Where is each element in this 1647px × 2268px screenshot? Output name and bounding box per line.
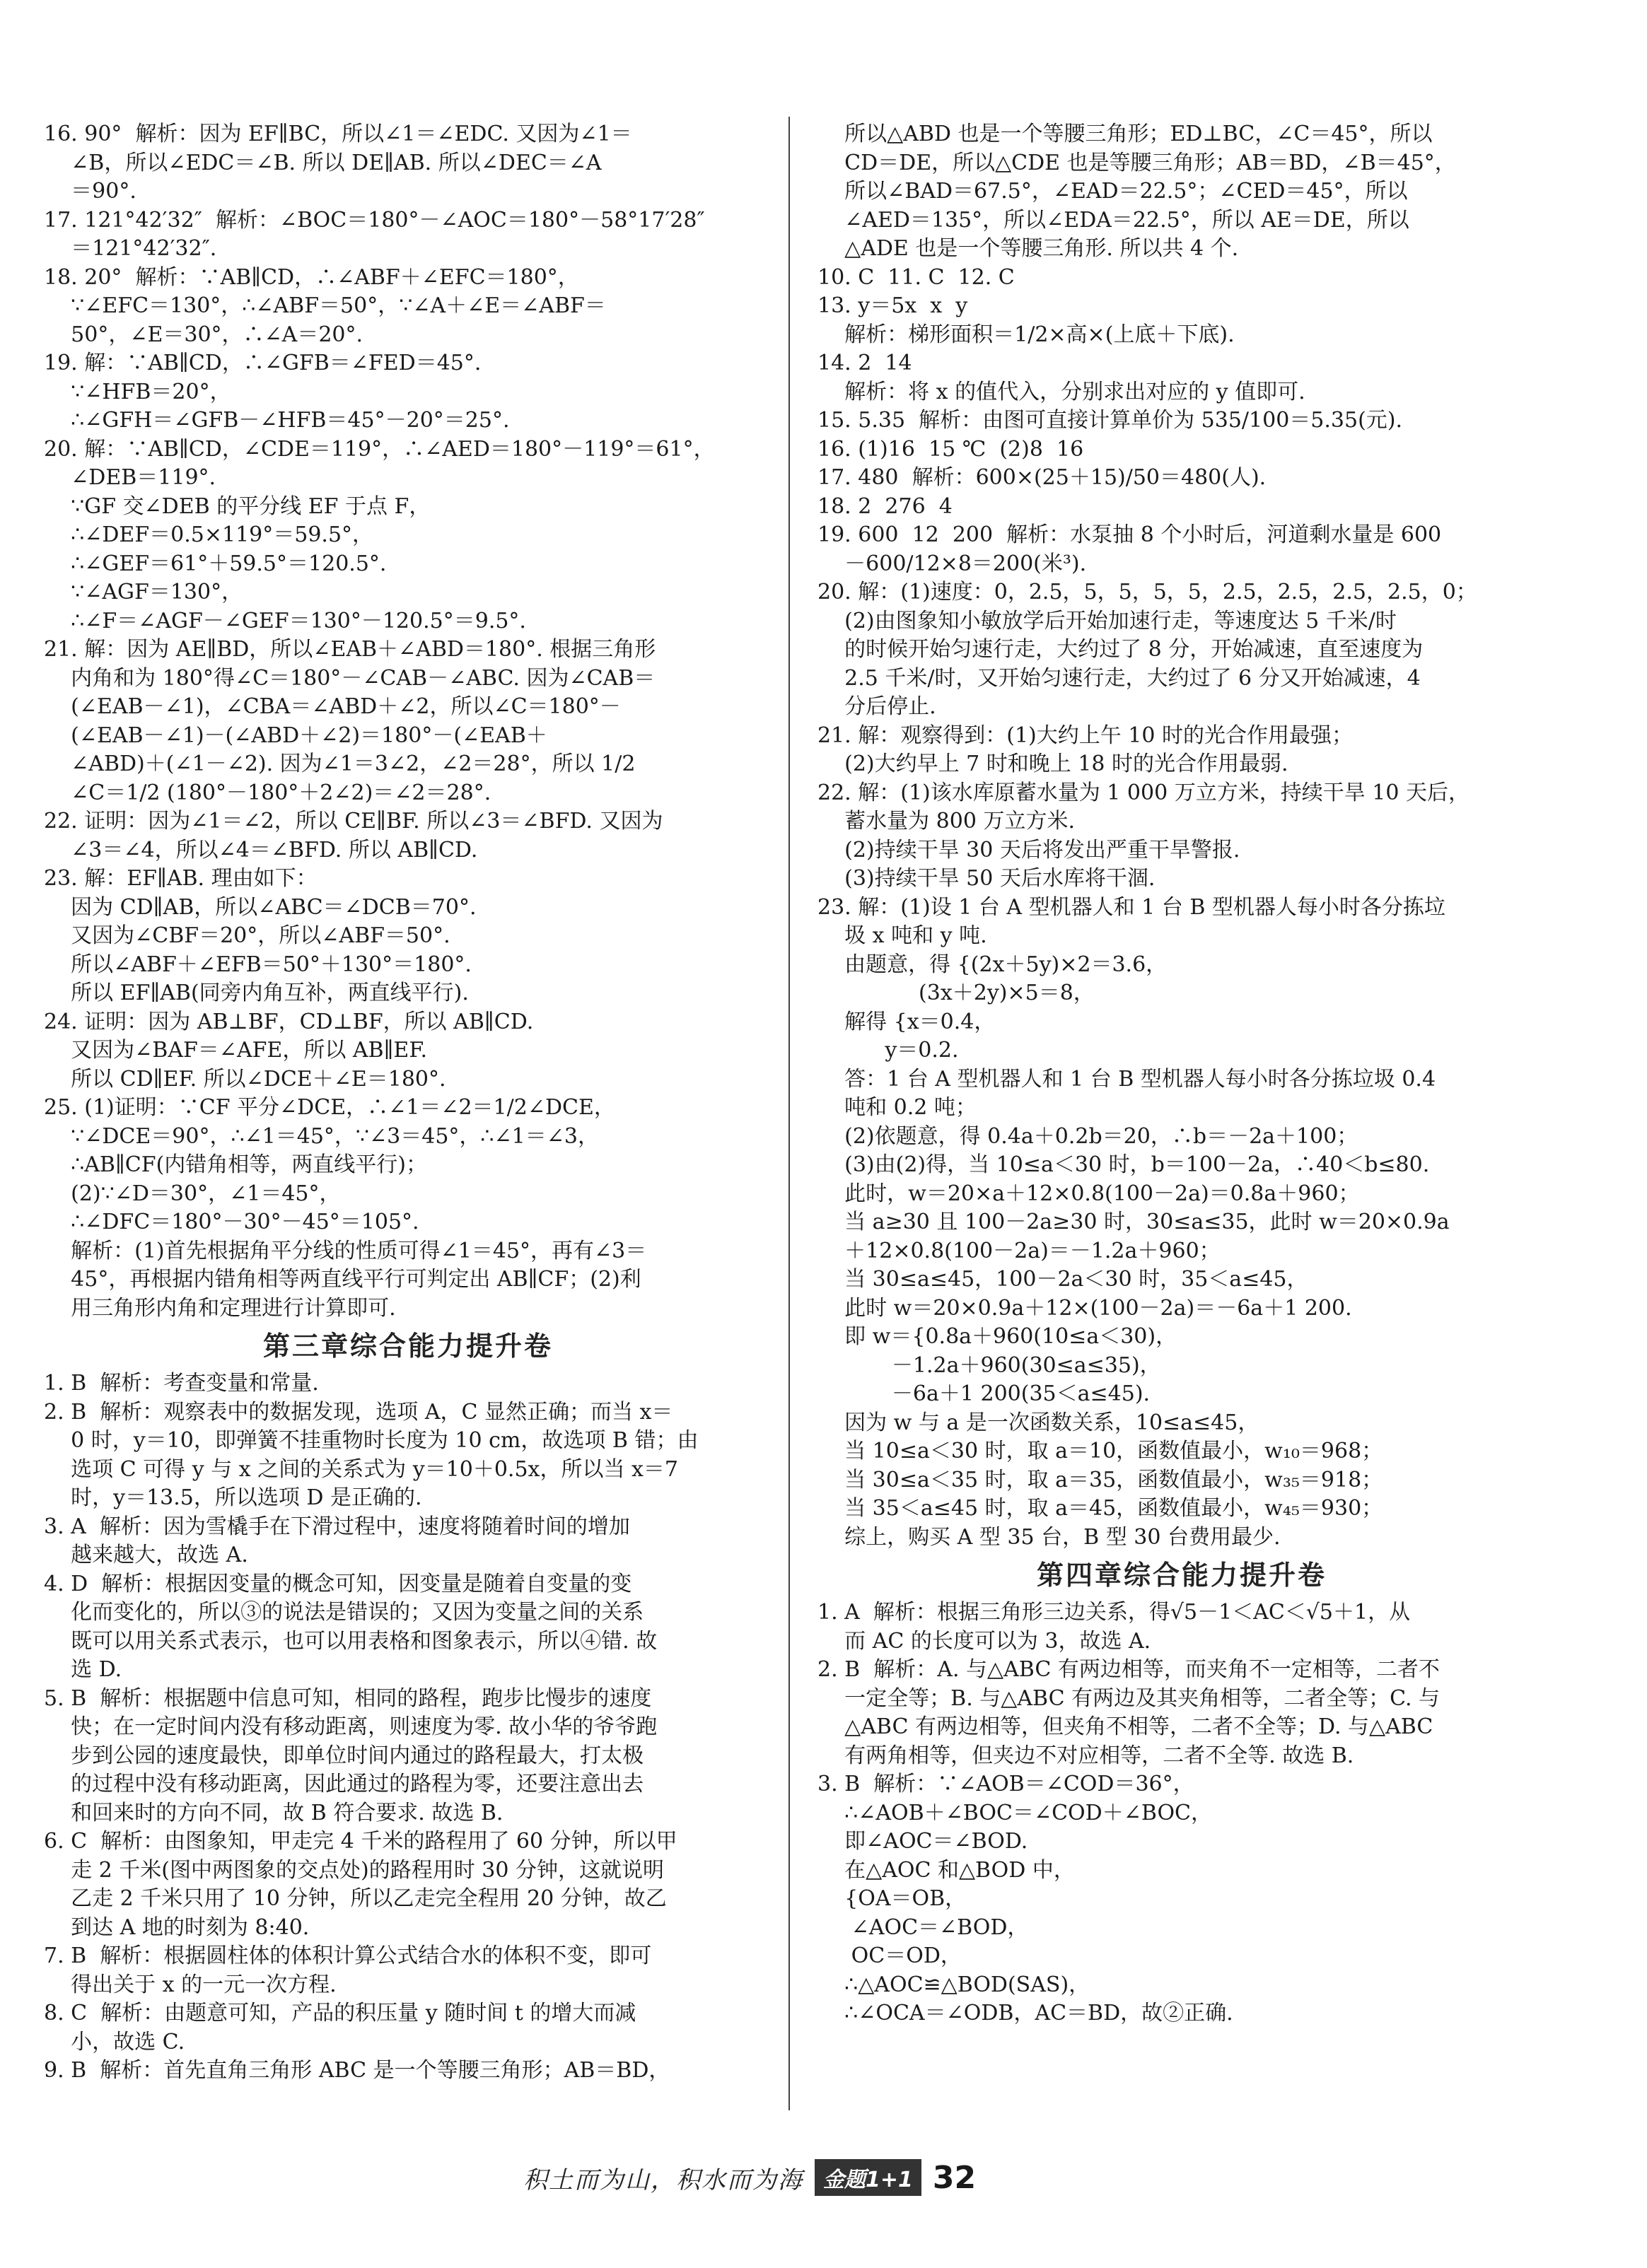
answer-line: 25. (1)证明：∵CF 平分∠DCE，∴∠1＝∠2＝1/2∠DCE， (44, 1095, 615, 1120)
footer-motto: 积土而为山，积水而为海 (523, 2165, 803, 2194)
answer-line: 一定全等；B. 与△ABC 有两边及其夹角相等，二者全等；C. 与 (817, 1685, 1441, 1711)
answer-line: ∴△AOC≌△BOD(SAS)， (817, 1972, 1090, 1997)
right-column (817, 120, 1546, 2028)
answer-line: ∵∠AGF＝130°， (44, 580, 243, 604)
answer-line: 因为 w 与 a 是一次函数关系，10≤a≤45， (817, 1410, 1259, 1435)
answer-line: 由题意，得 {(2x＋5y)×2＝3.6， (817, 952, 1168, 977)
answer-line: ∵GF 交∠DEB 的平分线 EF 于点 F， (44, 493, 431, 519)
answer-line: OC＝OD， (817, 1943, 962, 1968)
answer-line: 吨和 0.2 吨； (817, 1095, 977, 1120)
answer-line: 16. 90° 解析：因为 EF∥BC，所以∠1＝∠EDC. 又因为∠1＝ (44, 122, 632, 146)
answer-line: 到达 A 地的时刻为 8:40. (44, 1915, 310, 1940)
answer-line: 而 AC 的长度可以为 3，故选 A. (817, 1628, 1151, 1654)
answer-line: 解得 {x＝0.4， (817, 1009, 996, 1034)
answer-line: (2)依题意，得 0.4a＋0.2b＝20，∴b＝－2a＋100； (817, 1123, 1358, 1149)
answer-line: 7. B 解析：根据圆柱体的体积计算公式结合水的体积不变，即可 (44, 1943, 652, 1968)
answer-line: 此时，w＝20×a＋12×0.8(100－2a)＝0.8a＋960； (817, 1181, 1360, 1206)
answer-line: 越来越大，故选 A. (44, 1543, 248, 1567)
answer-line: 时，y＝13.5，所以选项 D 是正确的. (44, 1485, 422, 1510)
section-heading: 第三章综合能力提升卷 (262, 1331, 553, 1362)
answer-line: (2)持续干旱 30 天后将发出严重干旱警报. (817, 837, 1240, 863)
answer-line: 20. 解：∵AB∥CD，∠CDE＝119°，∴∠AED＝180°－119°＝61°， (44, 436, 715, 462)
answer-line: 21. 解：因为 AE∥BD，所以∠EAB＋∠ABD＝180°. 根据三角形 (44, 637, 656, 662)
answer-line: ＋12×0.8(100－2a)＝－1.2a＋960； (817, 1238, 1221, 1263)
answer-line: 的过程中没有移动距离，因此通过的路程为零，还要注意出去 (44, 1772, 644, 1796)
answer-line: 当 10≤a＜30 时，取 a＝10，函数值最小，w₁₀＝968； (817, 1439, 1383, 1463)
answer-line: 2.5 千米/时，又开始匀速行走，大约过了 6 分又开始减速，4 (817, 665, 1421, 691)
answer-line: 2. B 解析：观察表中的数据发现，选项 A，C 显然正确；而当 x＝ (44, 1399, 673, 1425)
answer-line: ∠ABD)＋(∠1－∠2). 因为∠1＝3∠2，∠2＝28°，所以 1/2 (44, 752, 636, 776)
answer-line: ∵∠EFC＝130°，∴∠ABF＝50°，∵∠A＋∠E＝∠ABF＝ (44, 293, 606, 318)
left-column (44, 120, 772, 2086)
answer-line: 走 2 千米(图中两图象的交点处)的路程用时 30 分钟，这就说明 (44, 1857, 664, 1883)
answer-line: 23. 解：EF∥AB. 理由如下： (44, 866, 318, 891)
answer-line: 即 w＝{0.8a＋960(10≤a＜30)， (817, 1324, 1177, 1349)
answer-line: 又因为∠CBF＝20°，所以∠ABF＝50°. (44, 923, 450, 948)
answer-line: 综上，购买 A 型 35 台，B 型 30 台费用最少. (817, 1524, 1281, 1550)
answer-line: CD＝DE，所以△CDE 也是等腰三角形；AB＝BD，∠B＝45°， (817, 150, 1456, 175)
answer-line: 14. 2 14 (817, 351, 912, 375)
page-footer (523, 2156, 976, 2199)
answer-line: 21. 解：观察得到：(1)大约上午 10 时的光合作用最强； (817, 723, 1353, 748)
answer-line: 20. 解：(1)速度：0，2.5，5，5，5，5，2.5，2.5，2.5，2.5，0； (817, 580, 1477, 604)
answer-line: 所以△ABD 也是一个等腰三角形；ED⊥BC，∠C＝45°，所以 (817, 122, 1433, 146)
answer-line: 的时候开始匀速行走，大约过了 8 分，开始减速，直至速度为 (817, 637, 1424, 662)
answer-line: 50°，∠E＝30°，∴∠A＝20°. (44, 322, 363, 347)
answer-line: 得出关于 x 的一元一次方程. (44, 1972, 337, 1997)
answer-line: 2. B 解析：A. 与△ABC 有两边相等，而夹角不一定相等，二者不 (817, 1657, 1440, 1682)
answer-line: 当 30≤a＜35 时，取 a＝35，函数值最小，w₃₅＝918； (817, 1467, 1383, 1492)
answer-line: 有两角相等，但夹边不对应相等，二者不全等. 故选 B. (817, 1743, 1354, 1768)
answer-line: (∠EAB－∠1)－(∠ABD＋∠2)＝180°－(∠EAB＋ (44, 723, 547, 748)
answer-line: 又因为∠BAF＝∠AFE，所以 AB∥EF. (44, 1038, 428, 1063)
answer-line: {OA＝OB， (817, 1886, 967, 1911)
answer-line: 答：1 台 A 型机器人和 1 台 B 型机器人每小时各分拣垃圾 0.4 (817, 1066, 1436, 1092)
answer-line: 分后停止. (817, 694, 936, 719)
answer-line: (2)由图象知小敏放学后开始加速行走，等速度达 5 千米/时 (817, 608, 1397, 633)
answer-line: 当 30≤a≤45，100－2a＜30 时，35＜a≤45， (817, 1267, 1308, 1292)
answer-line: 当 a≥30 且 100－2a≥30 时，30≤a≤35，此时 w＝20×0.9a (817, 1210, 1450, 1234)
answer-line: 用三角形内角和定理进行计算即可. (44, 1295, 396, 1321)
answer-line: (3)由(2)得，当 10≤a＜30 时，b＝100－2a，∴40＜b≤80. (817, 1152, 1430, 1177)
answer-line: 5. B 解析：根据题中信息可知，相同的路程，跑步比慢步的速度 (44, 1685, 652, 1711)
answer-line: (∠EAB－∠1)，∠CBA＝∠ABD＋∠2，所以∠C＝180°－ (44, 694, 621, 719)
answer-line: (2)∵∠D＝30°，∠1＝45°， (44, 1181, 341, 1206)
answer-line: 所以∠BAD＝67.5°，∠EAD＝22.5°；∠CED＝45°，所以 (817, 179, 1408, 204)
answer-line: ∴∠F＝∠AGF－∠GEF＝130°－120.5°＝9.5°. (44, 608, 526, 633)
answer-line: 和回来时的方向不同，故 B 符合要求. 故选 B. (44, 1800, 504, 1825)
answer-line: 所以 EF∥AB(同旁内角互补，两直线平行). (44, 981, 469, 1005)
brand-logo: 金题1+1 (815, 2159, 921, 2196)
column-divider (788, 117, 790, 2110)
answer-line: 4. D 解析：根据因变量的概念可知，因变量是随着自变量的变 (44, 1571, 632, 1596)
answer-line: 45°，再根据内错角相等两直线平行可判定出 AB∥CF；(2)利 (44, 1267, 641, 1292)
answer-line: 17. 480 解析：600×(25＋15)/50＝480(人). (817, 465, 1267, 490)
answer-line: ∠AOC＝∠BOD， (817, 1915, 1029, 1940)
answer-line: 3. B 解析：∵∠AOB＝∠COD＝36°， (817, 1772, 1194, 1796)
answer-line: 8. C 解析：由题意可知，产品的积压量 y 随时间 t 的增大而减 (44, 2001, 636, 2026)
answer-line: 所以 CD∥EF. 所以∠DCE＋∠E＝180°. (44, 1066, 446, 1092)
answer-line: 13. y＝5x x y (817, 293, 968, 318)
answer-line: ∴AB∥CF(内错角相等，两直线平行)； (44, 1152, 427, 1177)
answer-line: 18. 20° 解析：∵AB∥CD，∴∠ABF＋∠EFC＝180°， (44, 264, 579, 290)
answer-line: 解析：将 x 的值代入，分别求出对应的 y 值即可. (817, 379, 1305, 404)
answer-line: 解析：(1)首先根据角平分线的性质可得∠1＝45°，再有∠3＝ (44, 1238, 647, 1263)
answer-line: ∠B，所以∠EDC＝∠B. 所以 DE∥AB. 所以∠DEC＝∠A (44, 150, 602, 175)
answer-line: 23. 解：(1)设 1 台 A 型机器人和 1 台 B 型机器人每小时各分拣垃 (817, 894, 1445, 920)
section-heading: 第四章综合能力提升卷 (1036, 1560, 1327, 1591)
answer-line: ＝90°. (44, 179, 136, 204)
answer-line: 3. A 解析：因为雪橇手在下滑过程中，速度将随着时间的增加 (44, 1514, 630, 1539)
answer-line: 10. C 11. C 12. C (817, 264, 1015, 290)
answer-line: 18. 2 276 4 (817, 493, 953, 519)
answer-line: 24. 证明：因为 AB⊥BF，CD⊥BF，所以 AB∥CD. (44, 1009, 534, 1034)
answer-line: 即∠AOC＝∠BOD. (817, 1829, 1028, 1854)
answer-line: ∵∠DCE＝90°，∴∠1＝45°，∵∠3＝45°，∴∠1＝∠3， (44, 1123, 599, 1149)
answer-line: △ADE 也是一个等腰三角形. 所以共 4 个. (817, 236, 1239, 261)
answer-line: 蓄水量为 800 万立方米. (817, 809, 1076, 834)
answer-line: 1. A 解析：根据三角形三边关系，得√5－1＜AC＜√5＋1，从 (817, 1600, 1411, 1625)
answer-line: 0 时，y＝10，即弹簧不挂重物时长度为 10 cm，故选项 B 错；由 (44, 1428, 699, 1453)
answer-line: 17. 121°42′32″ 解析：∠BOC＝180°－∠AOC＝180°－58°17′28″ (44, 207, 705, 233)
answer-line: 16. (1)16 15 ℃ (2)8 16 (817, 436, 1084, 462)
answer-line: 选 D. (44, 1657, 122, 1682)
answer-line: ∠C＝1/2 (180°－180°＋2∠2)＝∠2＝28°. (44, 780, 491, 805)
answer-line: 15. 5.35 解析：由图可直接计算单价为 535/100＝5.35(元). (817, 408, 1403, 433)
answer-line: 既可以用关系式表示，也可以用表格和图象表示，所以④错. 故 (44, 1628, 658, 1654)
answer-line: ∵∠HFB＝20°， (44, 379, 231, 404)
answer-line: ∠AED＝135°，所以∠EDA＝22.5°，所以 AE＝DE，所以 (817, 207, 1409, 233)
answer-line: (2)大约早上 7 时和晚上 18 时的光合作用最弱. (817, 752, 1288, 776)
answer-line: 小，故选 C. (44, 2029, 185, 2054)
answer-line: 在△AOC 和△BOD 中， (817, 1857, 1075, 1883)
answer-line: 6. C 解析：由图象知，甲走完 4 千米的路程用了 60 分钟，所以甲 (44, 1829, 677, 1854)
answer-line: 当 35＜a≤45 时，取 a＝45，函数值最小，w₄₅＝930； (817, 1496, 1383, 1521)
answer-line: y＝0.2. (817, 1038, 959, 1063)
answer-line: ∴∠DEF＝0.5×119°＝59.5°， (44, 522, 374, 547)
answer-line: 圾 x 吨和 y 吨. (817, 923, 987, 948)
answer-line: 快；在一定时间内没有移动距离，则速度为零. 故小华的爷爷跑 (44, 1714, 658, 1739)
answer-line: 化而变化的，所以③的说法是错误的；又因为变量之间的关系 (44, 1600, 644, 1625)
answer-line: △ABC 有两边相等，但夹角不相等，二者不全等；D. 与△ABC (817, 1714, 1433, 1739)
answer-line: (3)持续干旱 50 天后水库将干涸. (817, 866, 1156, 891)
page-number: 32 (932, 2159, 977, 2196)
answer-line: ∴∠GEF＝61°＋59.5°＝120.5°. (44, 551, 387, 576)
answer-line: －600/12×8＝200(米³). (817, 551, 1087, 576)
answer-line: (3x＋2y)×5＝8， (817, 981, 1095, 1005)
answer-line: ∠DEB＝119°. (44, 465, 216, 490)
answer-line: 1. B 解析：考查变量和常量. (44, 1371, 319, 1396)
answer-line: 所以∠ABF＋∠EFB＝50°＋130°＝180°. (44, 952, 472, 977)
answer-line: ∴∠OCA＝∠ODB，AC＝BD，故②正确. (817, 2001, 1233, 2026)
answer-line: 9. B 解析：首先直角三角形 ABC 是一个等腰三角形；AB＝BD， (44, 2058, 670, 2083)
answer-line: 解析：梯形面积＝1/2×高×(上底＋下底). (817, 322, 1235, 347)
answer-line: 内角和为 180°得∠C＝180°－∠CAB－∠ABC. 因为∠CAB＝ (44, 665, 656, 691)
answer-line: －1.2a＋960(30≤a≤35)， (817, 1352, 1161, 1378)
answer-line: ∴∠DFC＝180°－30°－45°＝105°. (44, 1210, 419, 1234)
answer-line: ∴∠GFH＝∠GFB－∠HFB＝45°－20°＝25°. (44, 408, 510, 433)
answer-line: 因为 CD∥AB，所以∠ABC＝∠DCB＝70°. (44, 894, 477, 920)
answer-line: 22. 解：(1)该水库原蓄水量为 1 000 万立方米，持续干旱 10 天后， (817, 780, 1470, 805)
answer-line: 19. 600 12 200 解析：水泵抽 8 个小时后，河道剩水量是 600 (817, 522, 1442, 547)
answer-line: 乙走 2 千米只用了 10 分钟，所以乙走完全程用 20 分钟，故乙 (44, 1886, 667, 1911)
answer-line: 19. 解：∵AB∥CD，∴∠GFB＝∠FED＝45°. (44, 351, 482, 375)
answer-line: －6a＋1 200(35＜a≤45). (817, 1381, 1151, 1406)
answer-line: ∴∠AOB＋∠BOC＝∠COD＋∠BOC， (817, 1800, 1212, 1825)
answer-line: 选项 C 可得 y 与 x 之间的关系式为 y＝10＋0.5x，所以当 x＝7 (44, 1456, 679, 1482)
answer-line: 22. 证明：因为∠1＝∠2，所以 CE∥BF. 所以∠3＝∠BFD. 又因为 (44, 809, 663, 834)
answer-line: 步到公园的速度最快，即单位时间内通过的路程最大，打太极 (44, 1743, 644, 1768)
answer-line: ＝121°42′32″. (44, 236, 217, 261)
answer-line: 此时 w＝20×0.9a＋12×(100－2a)＝－6a＋1 200. (817, 1295, 1352, 1321)
answer-line: ∠3＝∠4，所以∠4＝∠BFD. 所以 AB∥CD. (44, 837, 478, 863)
